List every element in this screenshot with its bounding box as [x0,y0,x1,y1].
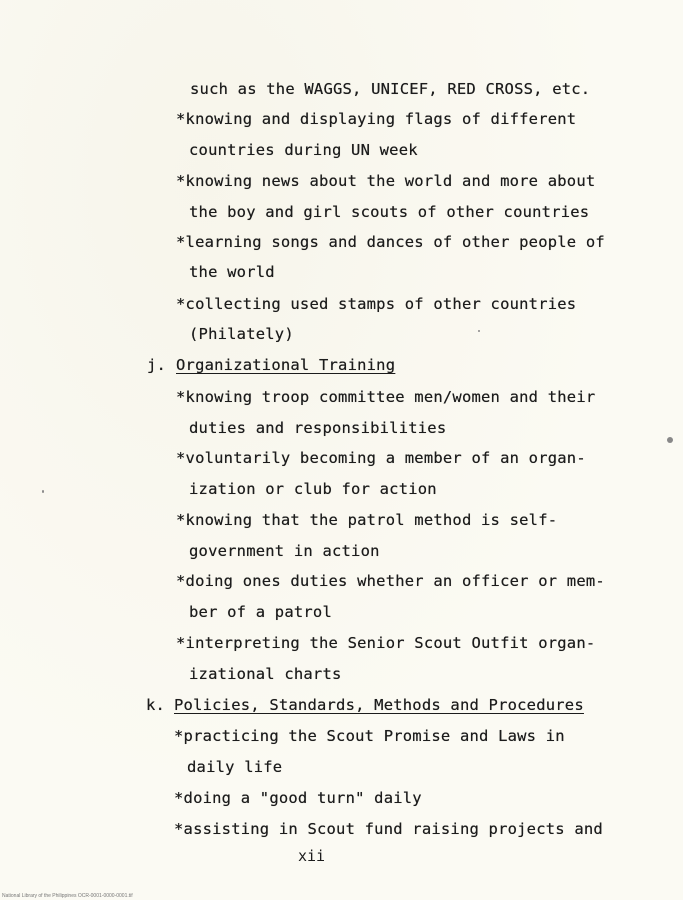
text-line: *knowing news about the world and more about [176,172,596,190]
scan-footer: National Library of the Philippines OCR-0001-0000-0001.tif [2,893,133,899]
text-line: (Philately) [189,325,294,343]
text-line: *doing ones duties whether an officer or mem- [176,572,605,590]
text-line: the world [189,263,275,281]
section-heading: Policies, Standards, Methods and Procedures [174,696,584,714]
text-line: *learning songs and dances of other people of [176,233,605,251]
section-heading: Organizational Training [176,356,396,374]
scan-speck [42,490,44,493]
text-line: *knowing and displaying flags of different [176,110,577,128]
text-line: ization or club for action [189,480,437,498]
text-line: *voluntarily becoming a member of an organ- [176,449,586,467]
text-line: the boy and girl scouts of other countries [189,203,590,221]
text-line: *doing a "good turn" daily [174,789,422,807]
text-line: such as the WAGGS, UNICEF, RED CROSS, etc. [190,80,591,98]
text-line: *practicing the Scout Promise and Laws in [174,727,565,745]
scan-speck [667,437,673,443]
text-line: duties and responsibilities [189,419,447,437]
text-line: government in action [189,542,380,560]
text-line: izational charts [189,665,342,683]
text-line: *knowing that the patrol method is self- [176,511,558,529]
text-line: daily life [187,758,283,776]
text-line: ber of a patrol [189,603,332,621]
text-line: *interpreting the Senior Scout Outfit organ- [176,634,596,652]
text-line: *knowing troop committee men/women and their [176,388,596,406]
scan-speck [478,330,480,332]
text-line: *assisting in Scout fund raising projects and [174,820,603,838]
text-line: countries during UN week [189,141,418,159]
section-letter: k. [146,696,166,714]
page-number: xii [298,847,326,865]
text-line: *collecting used stamps of other countries [176,295,577,313]
section-letter: j. [147,356,167,374]
